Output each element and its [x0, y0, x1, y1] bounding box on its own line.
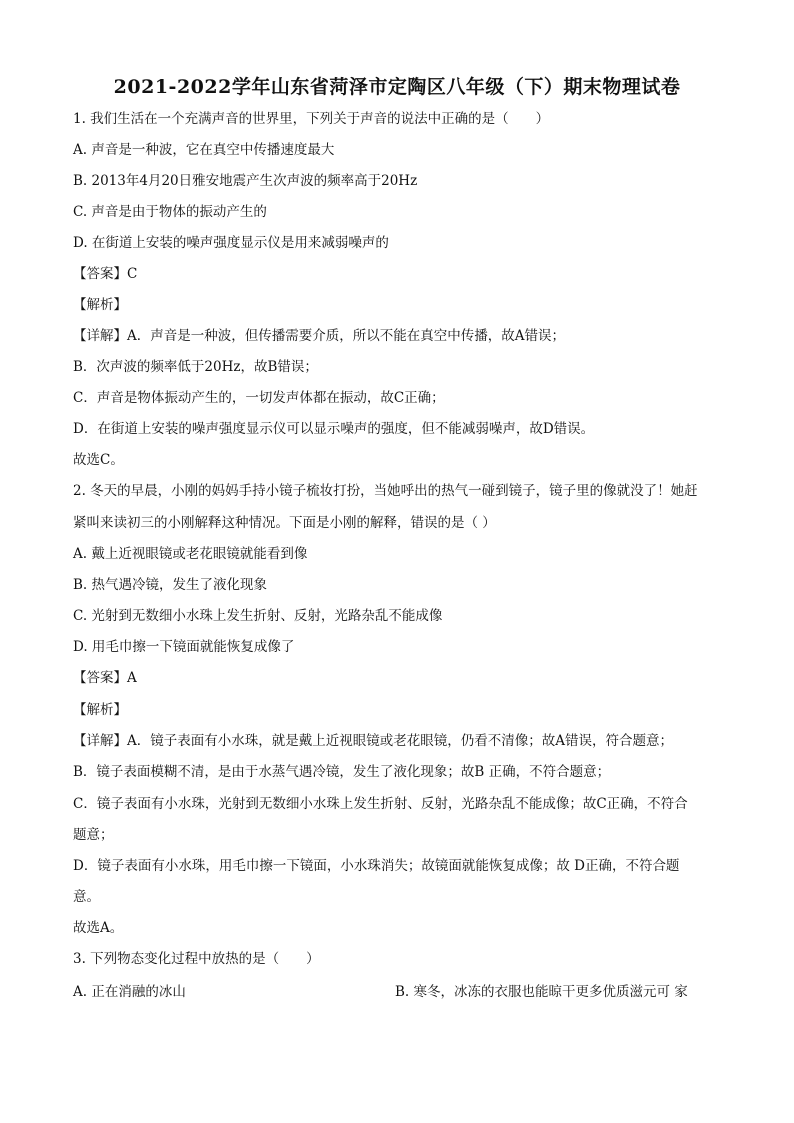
answer-value: A — [127, 670, 137, 686]
answer-label: 【答案】 — [73, 670, 127, 686]
q2-detail-b: B．镜子表面模糊不清，是由于水蒸气遇冷镜，发生了液化现象；故B 正确，不符合题意； — [73, 764, 611, 780]
q3-option-a: A. 正在消融的冰山 — [73, 984, 186, 1000]
q2-option-a: A. 戴上近视眼镜或老花眼镜就能看到像 — [73, 546, 308, 562]
q1-answer-row — [73, 265, 733, 283]
q2-detail-c: C．镜子表面有小水珠，光射到无数细小水珠上发生折射、反射，光路杂乱不能成像；故C正确，不符合 — [73, 796, 688, 812]
detail-label: 【详解】 — [73, 733, 127, 749]
q2-stem-line1: 2. 冬天的早晨，小刚的妈妈手持小镜子梳妆打扮，当她呼出的热气一碰到镜子，镜子里的像就没了！她赶 — [73, 483, 698, 499]
q1-option-a: A. 声音是一种波，它在真空中传播速度最大 — [73, 142, 335, 158]
q1-option-c: C. 声音是由于物体的振动产生的 — [73, 204, 267, 220]
detail-text: A．镜子表面有小水珠，就是戴上近视眼镜或老花眼镜，仍看不清像；故A错误，符合题意； — [127, 733, 673, 749]
q1-option-b: B. 2013年4月20日雅安地震产生次声波的频率高于20Hz — [73, 173, 418, 189]
detail-label: 【详解】 — [73, 328, 127, 344]
q2-detail-d-cont: 意。 — [73, 889, 100, 905]
q2-option-b: B. 热气遇冷镜，发生了液化现象 — [73, 577, 268, 593]
document-title: 2021-2022学年山东省菏泽市定陶区八年级（下）期末物理试卷 — [113, 76, 681, 98]
q2-detail-d: D．镜子表面有小水珠，用毛巾擦一下镜面，小水珠消失；故镜面就能恢复成像；故 D正确，不符合题 — [73, 858, 680, 874]
q1-conclusion: 故选C。 — [73, 452, 124, 468]
q2-option-c: C. 光射到无数细小水珠上发生折射、反射，光路杂乱不能成像 — [73, 608, 443, 624]
q1-detail-b: B．次声波的频率低于20Hz，故B错误； — [73, 359, 318, 375]
q2-detail-c-cont: 题意； — [73, 827, 114, 843]
answer-value: C — [127, 266, 138, 282]
q1-detail-c: C．声音是物体振动产生的，一切发声体都在振动，故C正确； — [73, 390, 445, 406]
q1-analysis-label: 【解析】 — [73, 297, 127, 313]
q1-stem: 1. 我们生活在一个充满声音的世界里，下列关于声音的说法中正确的是（ ） — [73, 111, 550, 127]
q3-option-b: B. 寒冬，冰冻的衣服也能晾干更多优质滋元可 家 — [395, 984, 688, 1000]
q1-option-d: D. 在街道上安装的噪声强度显示仪是用来减弱噪声的 — [73, 235, 389, 251]
q1-detail-d: D．在街道上安装的噪声强度显示仪可以显示噪声的强度，但不能减弱噪声，故D错误。 — [73, 421, 595, 437]
q2-option-d: D. 用毛巾擦一下镜面就能恢复成像了 — [73, 639, 295, 655]
answer-label: 【答案】 — [73, 266, 127, 282]
q2-conclusion: 故选A。 — [73, 920, 124, 936]
q3-stem: 3. 下列物态变化过程中放热的是（ ） — [73, 951, 320, 967]
q2-detail-a — [73, 732, 733, 750]
q1-detail-a — [73, 327, 733, 345]
q2-analysis-label: 【解析】 — [73, 702, 127, 718]
q2-answer-row — [73, 669, 733, 687]
q2-stem-line2: 紧叫来读初三的小刚解释这种情况。下面是小刚的解释，错误的是（ ） — [73, 515, 496, 531]
detail-text: A．声音是一种波，但传播需要介质，所以不能在真空中传播，故A错误； — [127, 328, 565, 344]
